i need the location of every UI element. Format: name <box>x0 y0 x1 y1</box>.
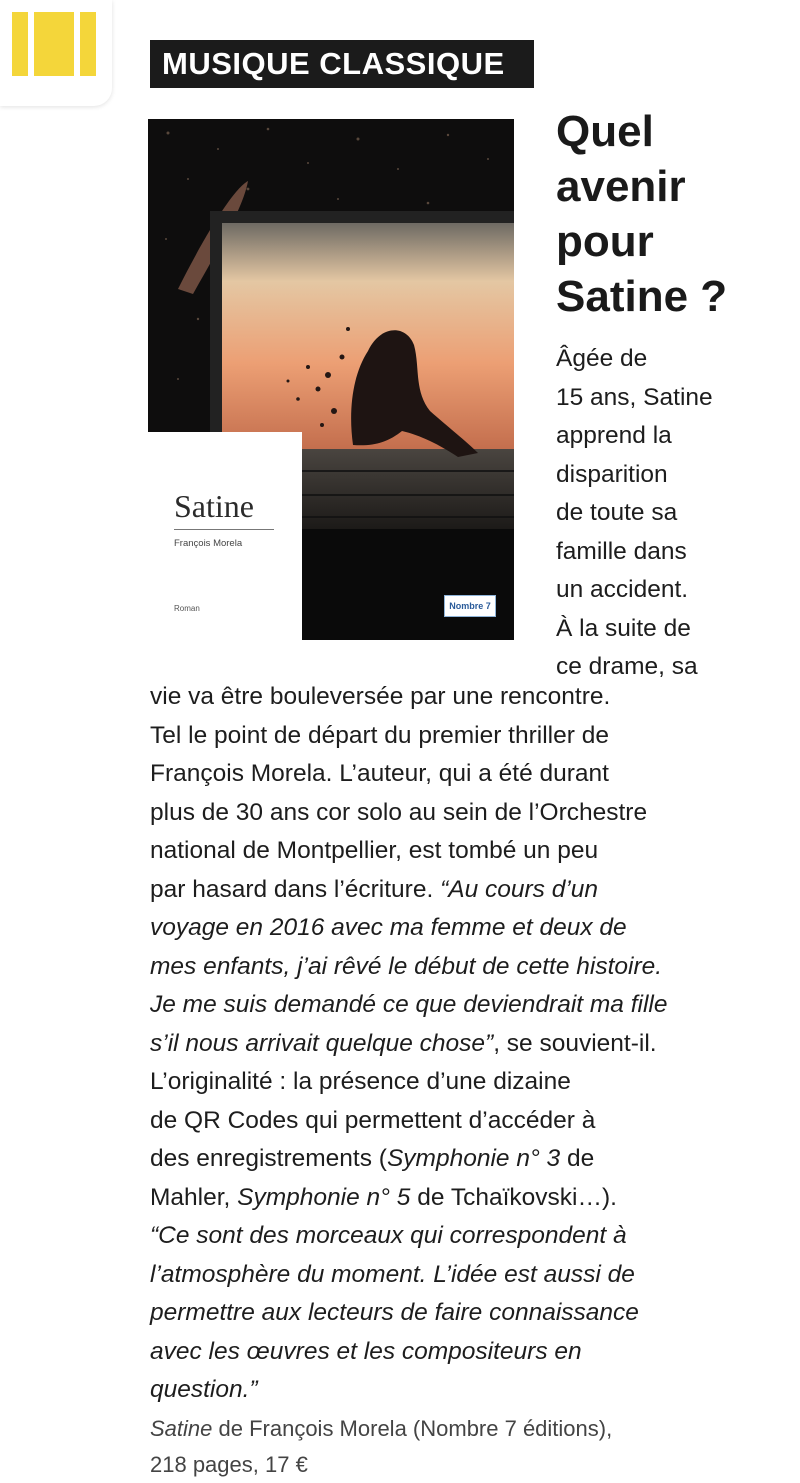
body-line <box>150 948 750 987</box>
italic-segment: Symphonie n° 3 <box>386 1145 561 1172</box>
intro-line: un accident. <box>556 576 689 603</box>
text-segment: de <box>560 1145 595 1172</box>
body-line <box>150 1179 750 1218</box>
body-line <box>150 1025 750 1064</box>
body-line <box>150 1140 750 1179</box>
body-line <box>150 832 750 871</box>
cover-divider <box>174 529 274 530</box>
cover-genre: Roman <box>174 604 200 613</box>
body-line <box>150 986 750 1025</box>
yellow-bars-icon <box>12 12 96 76</box>
publisher-logo: Nombre 7 <box>444 595 496 617</box>
italic-segment: l’atmosphère du moment. L’idée est aussi de <box>150 1260 635 1288</box>
text-segment: national de Montpellier, est tombé un peu <box>150 837 599 864</box>
body-line <box>150 1063 750 1102</box>
italic-segment: voyage en 2016 avec ma femme et deux de <box>150 914 627 941</box>
text-segment: des enregistrements ( <box>150 1145 387 1172</box>
text-segment: plus de 30 ans cor solo au sein de l’Orchestre <box>150 798 648 826</box>
book-credit <box>150 1411 750 1483</box>
intro-line: disparition <box>556 460 668 488</box>
italic-segment: Symphonie n° 5 <box>237 1183 411 1211</box>
body-line <box>150 1102 750 1141</box>
body-line <box>150 1371 750 1410</box>
article-headline <box>556 104 786 324</box>
credit-line <box>150 1447 750 1483</box>
body-line <box>150 678 750 717</box>
body-line <box>150 1256 750 1295</box>
body-line <box>150 1294 750 1333</box>
credit-line <box>150 1411 750 1447</box>
intro-line: famille dans <box>556 537 687 565</box>
italic-segment: Je me suis demandé ce que deviendrait ma fille <box>150 991 668 1018</box>
intro-line: À la suite de <box>556 614 691 642</box>
italic-segment: Satine <box>150 1416 213 1441</box>
cover-author: François Morela <box>174 538 243 549</box>
section-rubric: MUSIQUE CLASSIQUE <box>150 40 534 88</box>
text-segment: vie va être bouleversée par une rencontre. <box>150 683 611 710</box>
book-cover <box>148 119 514 640</box>
body-line <box>150 794 750 833</box>
italic-segment: permettre aux lecteurs de faire connaissance <box>150 1299 639 1326</box>
intro-line: Âgée de <box>556 345 648 372</box>
intro-line: de toute sa <box>556 499 678 526</box>
body-line <box>150 717 750 756</box>
body-line <box>150 871 750 910</box>
italic-segment: mes enfants, j’ai rêvé le début de cette histoire. <box>150 952 663 980</box>
body-line <box>150 755 750 794</box>
italic-segment: avec les œuvres et les compositeurs en <box>150 1337 582 1365</box>
italic-segment: “Ce sont des morceaux qui correspondent à <box>150 1222 627 1249</box>
text-segment: 218 pages, 17 € <box>150 1452 308 1477</box>
text-segment: de QR Codes qui permettent d’accéder à <box>150 1106 596 1134</box>
article-body <box>150 678 750 1410</box>
text-segment: de François Morela (Nombre 7 éditions), <box>212 1416 613 1441</box>
body-line <box>150 909 750 948</box>
text-segment: L’originalité : la présence d’une dizaine <box>150 1068 571 1095</box>
italic-segment: s’il nous arrivait quelque chose” <box>150 1029 494 1057</box>
text-segment: François Morela. L’auteur, qui a été durant <box>150 760 609 787</box>
cover-title-panel <box>148 432 302 640</box>
app-tab[interactable] <box>0 0 112 106</box>
intro-line: 15 ans, Satine <box>556 383 713 411</box>
headline-line: pour <box>556 217 654 266</box>
text-segment: Mahler, <box>150 1183 238 1211</box>
intro-line: ce drame, sa <box>556 653 698 680</box>
body-line <box>150 1217 750 1256</box>
headline-line: Quel <box>556 107 654 156</box>
text-segment: , se souvient-il. <box>493 1029 657 1057</box>
body-line <box>150 1333 750 1372</box>
headline-line: Satine ? <box>556 272 728 321</box>
text-segment: par hasard dans l’écriture. <box>150 875 441 903</box>
headline-line: avenir <box>556 162 686 211</box>
text-segment: Tel le point de départ du premier thriller de <box>150 721 609 749</box>
article-intro <box>556 340 746 687</box>
text-segment: de Tchaïkovski…). <box>410 1183 617 1211</box>
intro-line: apprend la <box>556 422 672 449</box>
cover-title: Satine <box>174 488 254 524</box>
italic-segment: “Au cours d’un <box>440 875 599 903</box>
italic-segment: question.” <box>150 1376 258 1403</box>
